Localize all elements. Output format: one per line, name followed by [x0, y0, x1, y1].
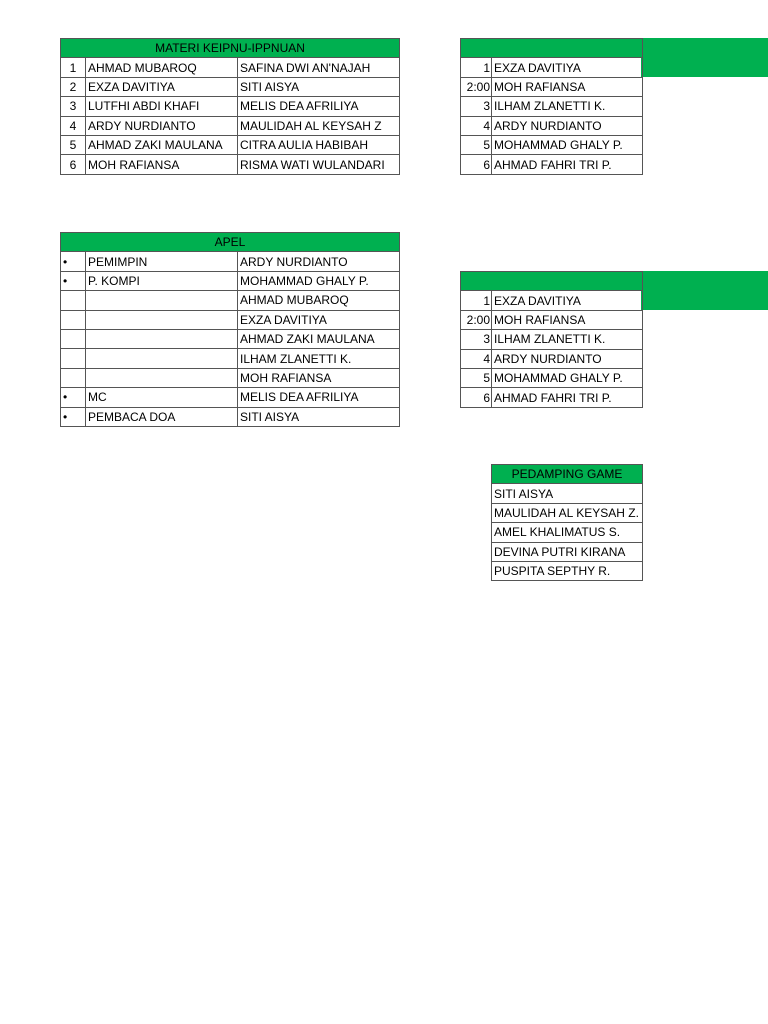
table-row — [61, 77, 400, 96]
apel-table — [60, 232, 400, 427]
row-number: 6 — [61, 155, 86, 174]
row-number: 1 — [461, 291, 492, 310]
row-number: 5 — [61, 135, 86, 154]
row-number: 1 — [461, 58, 492, 77]
name-cell: LUTFHI ABDI KHAFI — [86, 97, 238, 116]
row-number: 1 — [61, 58, 86, 77]
table-row — [461, 291, 643, 310]
role-cell: PEMBACA DOA — [86, 407, 238, 426]
table-row — [461, 155, 643, 174]
right-mid-table — [460, 271, 643, 408]
bullet-mark — [61, 291, 86, 310]
name-cell: MOHAMMAD GHALY P. — [238, 271, 400, 290]
role-cell: PEMIMPIN — [86, 252, 238, 271]
bullet-mark — [61, 329, 86, 348]
table-row — [61, 368, 400, 387]
name-cell: CITRA AULIA HABIBAH — [238, 135, 400, 154]
row-number: 2:00 — [461, 310, 492, 329]
name-cell: MELIS DEA AFRILIYA — [238, 388, 400, 407]
table-row — [461, 135, 643, 154]
table-row — [461, 77, 643, 96]
table-row — [61, 135, 400, 154]
table-row — [492, 503, 643, 522]
table-row — [461, 97, 643, 116]
name-cell: EXZA DAVITIYA — [492, 291, 643, 310]
name-cell: ILHAM ZLANETTI K. — [492, 330, 643, 349]
role-cell — [86, 329, 238, 348]
table-row — [461, 349, 643, 368]
table-row — [492, 561, 643, 580]
table-row — [61, 58, 400, 77]
table-row — [461, 58, 643, 77]
name-cell: EXZA DAVITIYA — [492, 58, 643, 77]
row-number: 3 — [461, 97, 492, 116]
name-cell: MELIS DEA AFRILIYA — [238, 97, 400, 116]
row-number: 6 — [461, 388, 492, 407]
bullet-mark: • — [61, 407, 86, 426]
pedamping-title: PEDAMPING GAME — [492, 465, 643, 484]
name-cell: ARDY NURDIANTO — [492, 349, 643, 368]
name-cell: MOH RAFIANSA — [238, 368, 400, 387]
bullet-mark: • — [61, 252, 86, 271]
table-row — [61, 116, 400, 135]
name-cell: MOH RAFIANSA — [492, 310, 643, 329]
bullet-mark — [61, 349, 86, 368]
name-cell: RISMA WATI WULANDARI — [238, 155, 400, 174]
name-cell: AMEL KHALIMATUS S. — [492, 523, 643, 542]
row-number: 4 — [61, 116, 86, 135]
role-cell — [86, 310, 238, 329]
name-cell: ILHAM ZLANETTI K. — [492, 97, 643, 116]
name-cell: SITI AISYA — [238, 407, 400, 426]
name-cell: MAULIDAH AL KEYSAH Z. — [492, 503, 643, 522]
name-cell: AHMAD MUBAROQ — [238, 291, 400, 310]
apel-title: APEL — [61, 233, 400, 252]
table-row — [61, 349, 400, 368]
table-row — [492, 542, 643, 561]
header-fill-band — [641, 38, 768, 77]
row-number: 5 — [461, 135, 492, 154]
name-cell: EXZA DAVITIYA — [86, 77, 238, 96]
name-cell: ILHAM ZLANETTI K. — [238, 349, 400, 368]
name-cell: MAULIDAH AL KEYSAH Z — [238, 116, 400, 135]
table-row — [61, 407, 400, 426]
right-top-table — [460, 38, 643, 175]
name-cell: AHMAD FAHRI TRI P. — [492, 388, 643, 407]
row-number: 2 — [61, 77, 86, 96]
name-cell: ARDY NURDIANTO — [492, 116, 643, 135]
name-cell: EXZA DAVITIYA — [238, 310, 400, 329]
name-cell: SAFINA DWI AN'NAJAH — [238, 58, 400, 77]
name-cell: AHMAD FAHRI TRI P. — [492, 155, 643, 174]
bullet-mark: • — [61, 388, 86, 407]
name-cell: AHMAD MUBAROQ — [86, 58, 238, 77]
role-cell — [86, 291, 238, 310]
table-row — [492, 523, 643, 542]
row-number: 4 — [461, 116, 492, 135]
row-number: 6 — [461, 155, 492, 174]
role-cell — [86, 349, 238, 368]
row-number: 5 — [461, 368, 492, 387]
name-cell: SITI AISYA — [238, 77, 400, 96]
table-row — [61, 291, 400, 310]
name-cell: ARDY NURDIANTO — [86, 116, 238, 135]
name-cell: AHMAD ZAKI MAULANA — [86, 135, 238, 154]
row-number: 2:00 — [461, 77, 492, 96]
table-row — [61, 310, 400, 329]
name-cell: MOHAMMAD GHALY P. — [492, 368, 643, 387]
table-row — [461, 388, 643, 407]
row-number: 3 — [61, 97, 86, 116]
name-cell: MOH RAFIANSA — [86, 155, 238, 174]
role-cell — [86, 368, 238, 387]
table-row — [461, 116, 643, 135]
name-cell: AHMAD ZAKI MAULANA — [238, 329, 400, 348]
header-fill-band — [641, 271, 768, 310]
table-row — [461, 330, 643, 349]
materi-table — [60, 38, 400, 175]
table-row — [61, 388, 400, 407]
table-row — [492, 484, 643, 503]
materi-title: MATERI KEIPNU-IPPNUAN — [61, 39, 400, 58]
role-cell: MC — [86, 388, 238, 407]
bullet-mark: • — [61, 271, 86, 290]
pedamping-table — [491, 464, 643, 581]
name-cell: ARDY NURDIANTO — [238, 252, 400, 271]
table-row — [61, 252, 400, 271]
role-cell: P. KOMPI — [86, 271, 238, 290]
row-number: 4 — [461, 349, 492, 368]
name-cell: SITI AISYA — [492, 484, 643, 503]
bullet-mark — [61, 368, 86, 387]
name-cell: MOHAMMAD GHALY P. — [492, 135, 643, 154]
row-number: 3 — [461, 330, 492, 349]
bullet-mark — [61, 310, 86, 329]
name-cell: PUSPITA SEPTHY R. — [492, 561, 643, 580]
right-top-title — [461, 39, 643, 58]
name-cell: DEVINA PUTRI KIRANA — [492, 542, 643, 561]
table-row — [461, 368, 643, 387]
table-row — [61, 155, 400, 174]
table-row — [61, 271, 400, 290]
right-mid-title — [461, 272, 643, 291]
table-row — [61, 97, 400, 116]
name-cell: MOH RAFIANSA — [492, 77, 643, 96]
table-row — [61, 329, 400, 348]
table-row — [461, 310, 643, 329]
